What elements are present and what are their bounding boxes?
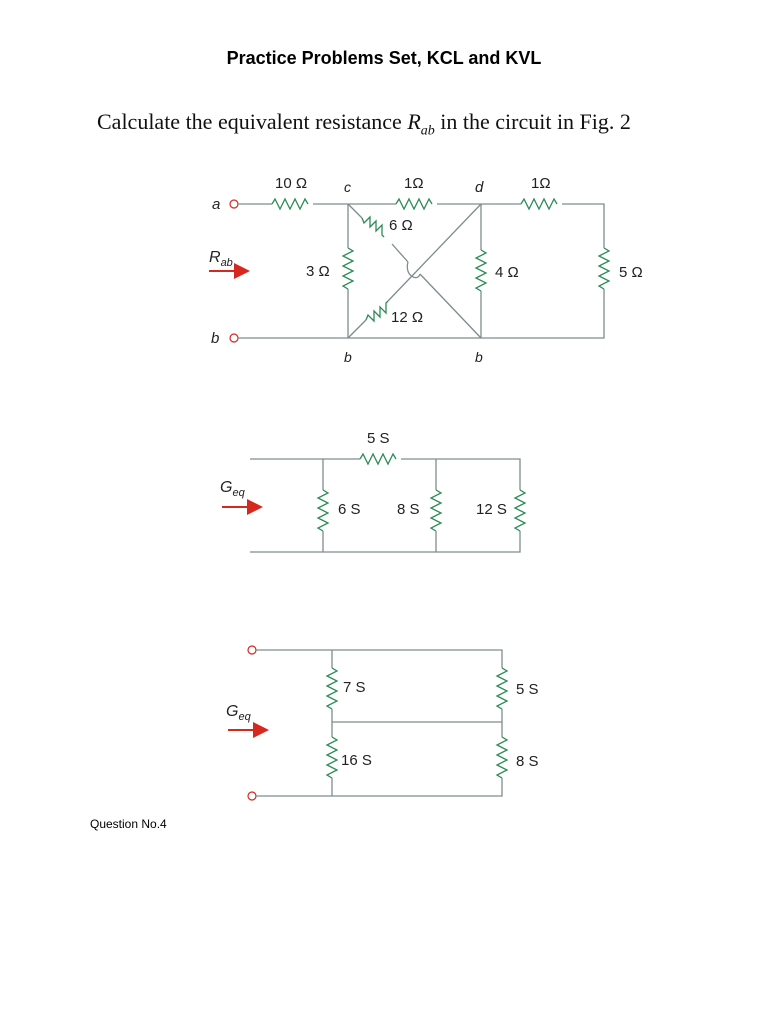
label-1-ohm-top: 1Ω bbox=[404, 175, 424, 192]
resistor-10 bbox=[272, 199, 308, 209]
resistor-3 bbox=[343, 248, 353, 289]
f3-resistor-16s bbox=[327, 737, 337, 778]
f2-resistor-6s bbox=[318, 490, 328, 531]
f2-label-6s: 6 S bbox=[338, 501, 361, 518]
resistor-5 bbox=[599, 248, 609, 289]
f3-terminal-bottom bbox=[248, 792, 256, 800]
problem-text-start: Calculate the equivalent resistance bbox=[97, 109, 408, 134]
label-10-ohm: 10 Ω bbox=[275, 175, 308, 192]
rab-subscript: ab bbox=[220, 257, 233, 269]
f2-geq-symbol: G bbox=[220, 479, 233, 496]
f2-wire-top-right bbox=[401, 459, 520, 490]
f2-wire-bottom bbox=[250, 531, 520, 552]
label-5-ohm: 5 Ω bbox=[619, 264, 643, 281]
terminal-b-label: b bbox=[211, 330, 220, 347]
f3-label-5s: 5 S bbox=[516, 681, 539, 698]
terminal-b-node bbox=[230, 334, 238, 342]
figure-3 bbox=[226, 646, 539, 800]
f2-resistor-8s bbox=[431, 490, 441, 531]
f3-geq-symbol: G bbox=[226, 703, 239, 720]
wire-1-5 bbox=[562, 204, 604, 248]
f3-wire-bottom bbox=[256, 778, 502, 796]
problem-subscript: ab bbox=[420, 123, 435, 139]
rab-symbol: R bbox=[209, 249, 221, 266]
f3-resistor-8s bbox=[497, 737, 507, 778]
terminal-a-label: a bbox=[212, 196, 221, 213]
label-12-ohm: 12 Ω bbox=[391, 309, 424, 326]
problem-symbol: R bbox=[407, 109, 421, 134]
f3-label-7s: 7 S bbox=[343, 679, 366, 696]
node-d-label: d bbox=[475, 179, 484, 196]
f3-label-8s: 8 S bbox=[516, 753, 539, 770]
figure-2 bbox=[220, 430, 525, 552]
f2-label-8s: 8 S bbox=[397, 501, 420, 518]
label-3-ohm: 3 Ω bbox=[306, 263, 330, 280]
resistor-4 bbox=[476, 250, 486, 291]
f2-resistor-12s bbox=[515, 490, 525, 531]
label-4-ohm: 4 Ω bbox=[495, 264, 519, 281]
f2-label-5s: 5 S bbox=[367, 430, 390, 447]
resistor-1-right bbox=[521, 199, 557, 209]
f3-wire-top bbox=[256, 650, 502, 668]
resistor-12 bbox=[366, 301, 388, 321]
resistor-6 bbox=[362, 217, 384, 237]
question-label: Question No.4 bbox=[90, 817, 167, 831]
node-b-right-label: b bbox=[475, 349, 483, 365]
f3-geq-subscript: eq bbox=[238, 711, 251, 723]
wire-b-12 bbox=[348, 320, 366, 338]
f2-resistor-5s bbox=[360, 454, 396, 464]
f3-terminal-top bbox=[248, 646, 256, 654]
wire-c-6 bbox=[348, 204, 362, 218]
f2-label-12s: 12 S bbox=[476, 501, 507, 518]
f3-resistor-7s bbox=[327, 668, 337, 709]
node-b-left-label: b bbox=[344, 349, 352, 365]
f2-geq-subscript: eq bbox=[232, 487, 245, 499]
f2-geq-label bbox=[220, 479, 246, 499]
terminal-a-node bbox=[230, 200, 238, 208]
resistor-1-top bbox=[396, 199, 432, 209]
rab-label bbox=[209, 249, 233, 269]
node-c-label: c bbox=[344, 179, 351, 195]
document-title: Practice Problems Set, KCL and KVL bbox=[226, 48, 542, 68]
f3-resistor-5s bbox=[497, 668, 507, 709]
label-6-ohm: 6 Ω bbox=[389, 217, 413, 234]
problem-text-end: in the circuit in Fig. 2 bbox=[434, 109, 631, 134]
f3-label-16s: 16 S bbox=[341, 752, 372, 769]
f3-geq-label bbox=[226, 703, 252, 723]
figure-1 bbox=[209, 175, 643, 365]
label-1-ohm-right: 1Ω bbox=[531, 175, 551, 192]
